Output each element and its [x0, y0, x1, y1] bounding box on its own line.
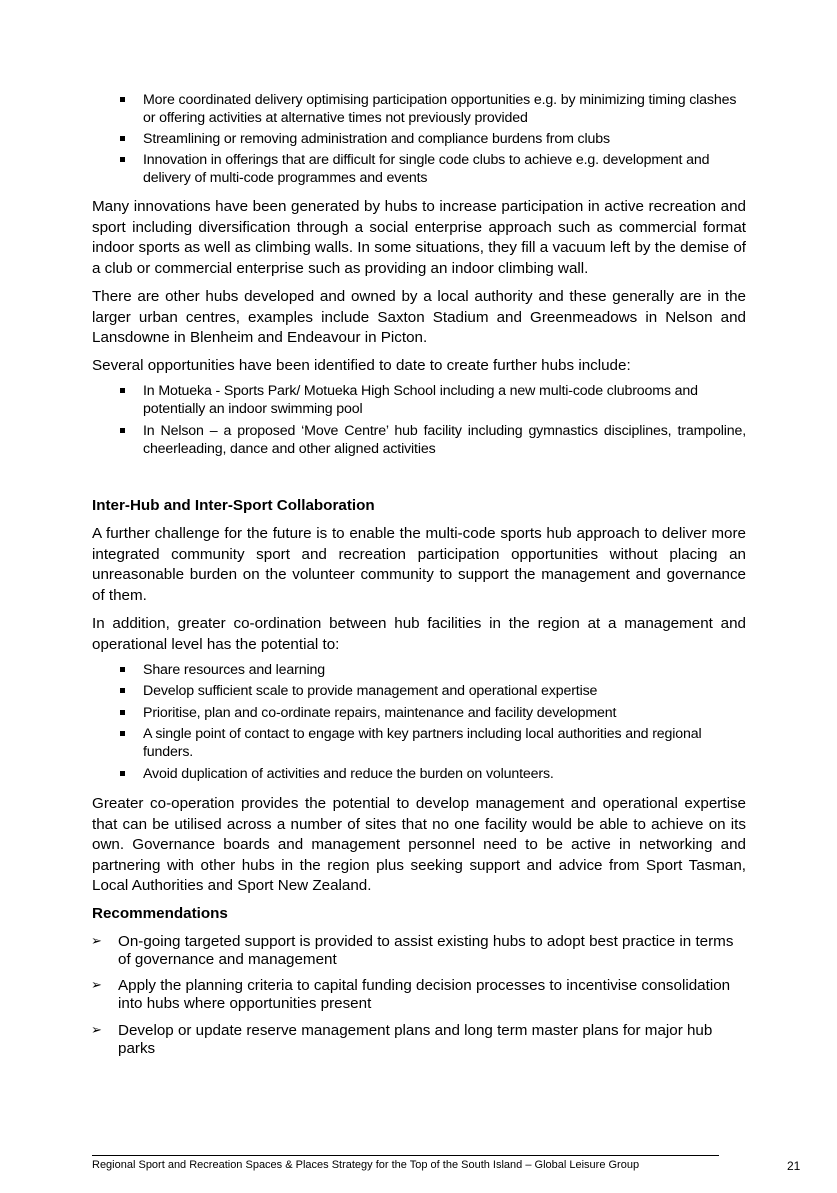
paragraph-innovations: Many innovations have been generated by hubs to increase participation in active recreation and sport including diversification through a social enterprise approach such as commercial format indoor sports as well as climbing walls. In some situations, they fill a vacuum left by the demise of a club or commercial enterprise such as providing an indoor climbing wall.: [92, 198, 746, 277]
bullet-motueka: In Motueka - Sports Park/ Motueka High School including a new multi-code clubrooms and potentially an indoor swimming pool: [143, 383, 746, 418]
bullet-innovation: Innovation in offerings that are difficult for single code clubs to achieve e.g. development and delivery of multi-code programmes and events: [143, 152, 746, 187]
bullet-avoid-duplication: Avoid duplication of activities and reduce the burden on volunteers.: [143, 766, 746, 784]
bullet-single-point: A single point of contact to engage with key partners including local authorities and regional funders.: [143, 726, 746, 761]
recommendation-item: ➢ Apply the planning criteria to capital funding decision processes to incentivise consolidation into hubs where opportunities present: [118, 977, 746, 1013]
page-number: 21: [787, 1159, 801, 1173]
bullet-develop-scale: Develop sufficient scale to provide management and operational expertise: [143, 683, 746, 701]
paragraph-other-hubs: There are other hubs developed and owned by a local authority and these generally are in the larger urban centres, examples include Saxton Stadium and Greenmeadows in Nelson and Lansdowne in Blenheim and Endeavour in Picton.: [92, 288, 746, 346]
recommendation-item: ➢ Develop or update reserve management plans and long term master plans for major hub parks: [118, 1022, 746, 1058]
paragraph-addition: In addition, greater co-ordination between hub facilities in the region at a management and operational level has the potential to:: [92, 615, 746, 653]
paragraph-opportunities: Several opportunities have been identified to date to create further hubs include:: [92, 357, 631, 374]
bullet-share-resources: Share resources and learning: [143, 662, 746, 680]
recommendation-item: ➢ On-going targeted support is provided to assist existing hubs to adopt best practice in terms of governance and management: [118, 933, 746, 969]
footer-rule: [92, 1155, 719, 1156]
footer-text: Regional Sport and Recreation Spaces & Places Strategy for the Top of the South Island – Global Leisure Group: [92, 1159, 640, 1171]
bullet-coordinated-delivery: More coordinated delivery optimising participation opportunities e.g. by minimizing timing clashes or offering activities at alternative times not previously provided: [143, 92, 746, 127]
bullet-streamlining: Streamlining or removing administration and compliance burdens from clubs: [143, 131, 746, 149]
paragraph-cooperation: Greater co-operation provides the potential to develop management and operational expertise that can be utilised across a number of sites that no one facility would be able to achieve on its own. Governance boards and management personnel need to be active in networking and partnering with other hubs in the region plus seeking support and advice from Sport Tasman, Local Authorities and Sport New Zealand.: [92, 795, 746, 894]
bullet-prioritise: Prioritise, plan and co-ordinate repairs, maintenance and facility development: [143, 705, 746, 723]
paragraph-challenge: A further challenge for the future is to enable the multi-code sports hub approach to deliver more integrated community sport and recreation participation opportunities without placing an unreasonable burden on the volunteer community to support the management and governance of them.: [92, 525, 746, 604]
bullet-nelson: In Nelson – a proposed ‘Move Centre’ hub facility including gymnastics disciplines, trampoline, cheerleading, dance and other aligned activities: [143, 423, 746, 457]
heading-inter-hub: Inter-Hub and Inter-Sport Collaboration: [92, 497, 375, 514]
heading-recommendations: Recommendations: [92, 905, 228, 922]
